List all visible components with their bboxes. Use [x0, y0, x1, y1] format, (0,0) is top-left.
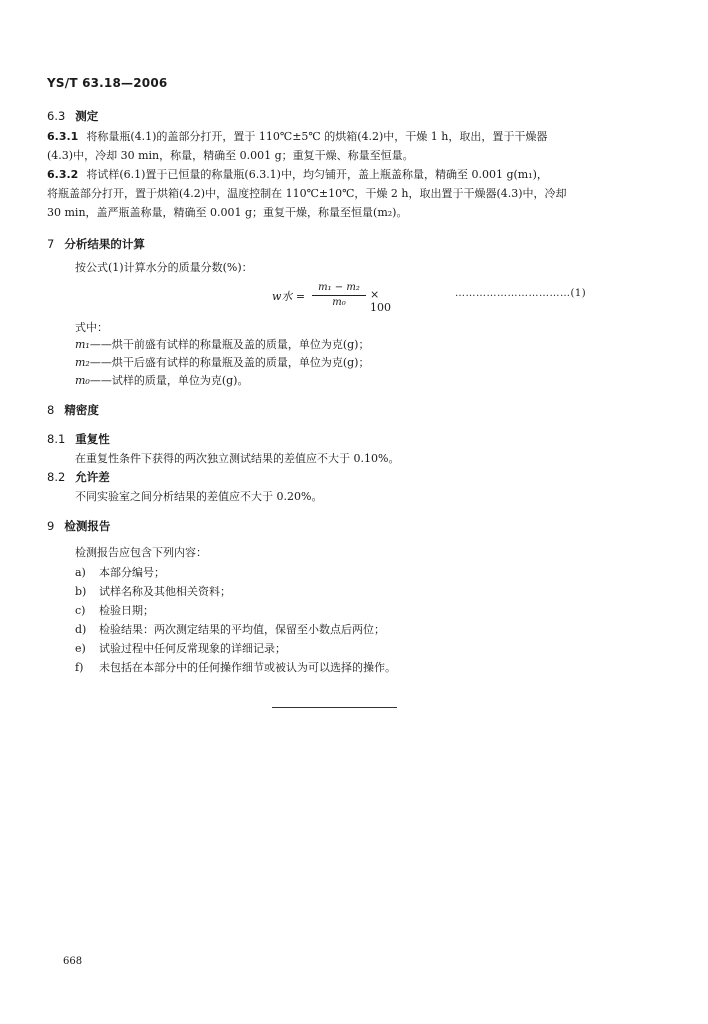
- item-text: 检验结果：两次测定结果的平均值，保留至小数点后两位；: [99, 623, 385, 636]
- list-item: [75, 601, 396, 620]
- section-title: 分析结果的计算: [64, 237, 145, 251]
- section-number: 9: [47, 519, 55, 533]
- item-marker: f): [75, 661, 84, 674]
- item-text: 检验日期；: [99, 604, 154, 617]
- item-text: 试验过程中任何反常现象的详细记录；: [99, 642, 286, 655]
- list-item: [75, 620, 396, 639]
- section-number: 6.3: [47, 109, 66, 123]
- list-item: [75, 639, 396, 658]
- section-9-heading: [47, 518, 110, 534]
- item-marker: d): [75, 623, 87, 636]
- formula-numerator: m₁ − m₂: [318, 282, 360, 293]
- section-number: 8.2: [47, 470, 66, 484]
- variable-description: ——试样的质量，单位为克(g)。: [89, 374, 249, 387]
- definition-row: [75, 354, 369, 372]
- report-intro: 检测报告应包含下列内容：: [75, 546, 207, 559]
- section-number: 8.1: [47, 432, 66, 446]
- clause-6-3-2: [47, 165, 667, 222]
- list-item: [75, 582, 396, 601]
- formula-denominator: m₀: [332, 297, 346, 308]
- clause-number: 6.3.2: [47, 168, 79, 181]
- variable-description: ——烘干后盛有试样的称量瓶及盖的质量，单位为克(g)；: [89, 356, 370, 369]
- item-marker: c): [75, 604, 86, 617]
- variable-description: ——烘干前盛有试样的称量瓶及盖的质量，单位为克(g)；: [89, 338, 370, 351]
- standard-header: YS/T 63.18—2006: [47, 76, 168, 90]
- variable-symbol: m₀: [75, 374, 90, 387]
- section-number: 7: [47, 237, 55, 251]
- list-item: [75, 563, 396, 582]
- formula-rhs: × 100: [370, 288, 391, 314]
- clause-6-3-1: [47, 127, 667, 165]
- where-label: 式中：: [75, 321, 108, 334]
- clause-text-line: (4.3)中，冷却 30 min，称量，精确至 0.001 g；重复干燥、称量至恒量。: [47, 149, 414, 162]
- report-items-list: [75, 563, 396, 677]
- formula-fraction: [312, 282, 366, 309]
- definition-row: [75, 372, 369, 390]
- item-marker: a): [75, 566, 86, 579]
- tolerance-text: 不同实验室之间分析结果的差值应不大于 0.20%。: [75, 490, 323, 503]
- clause-text-line: 将瓶盖部分打开，置于烘箱(4.2)中，温度控制在 110℃±10℃，干燥 2 h，取出置于干燥器(4.3)中，冷却: [47, 187, 567, 200]
- repeatability-text: 在重复性条件下获得的两次独立测试结果的差值应不大于 0.10%。: [75, 452, 400, 465]
- clause-text-line: 将试样(6.1)置于已恒量的称量瓶(6.3.1)中，均匀铺开，盖上瓶盖称量，精确至 0.001 g(m₁)，: [86, 168, 548, 181]
- section-title: 测定: [75, 109, 99, 123]
- clause-text-line: 30 min，盖严瓶盖称量，精确至 0.001 g；重复干燥，称量至恒量(m₂)。: [47, 206, 408, 219]
- variable-symbol: m₁: [75, 338, 90, 351]
- item-text: 未包括在本部分中的任何操作细节或被认为可以选择的操作。: [99, 661, 396, 674]
- page-number: 668: [63, 956, 83, 967]
- formula-intro: 按公式(1)计算水分的质量分数(%)：: [75, 261, 253, 274]
- item-marker: b): [75, 585, 87, 598]
- clause-number: 6.3.1: [47, 130, 79, 143]
- item-marker: e): [75, 642, 86, 655]
- section-8-2-heading: [47, 469, 110, 485]
- clause-text-line: 将称量瓶(4.1)的盖部分打开，置于 110℃±5℃ 的烘箱(4.2)中，干燥 1 h，取出，置于干燥器: [86, 130, 548, 143]
- section-number: 8: [47, 403, 55, 417]
- section-title: 检测报告: [64, 519, 111, 533]
- item-text: 试样名称及其他相关资料；: [99, 585, 231, 598]
- section-title: 允许差: [75, 470, 110, 484]
- section-title: 精密度: [64, 403, 99, 417]
- formula-lhs: w水 =: [272, 290, 306, 303]
- list-item: [75, 658, 396, 677]
- equation-number: ……………………………(1): [455, 288, 587, 299]
- section-title: 重复性: [75, 432, 110, 446]
- section-7-heading: [47, 236, 145, 252]
- section-6-3-heading: [47, 108, 98, 124]
- section-8-heading: [47, 402, 99, 418]
- variable-definitions: [75, 336, 369, 390]
- definition-row: [75, 336, 369, 354]
- moisture-formula: [272, 282, 402, 312]
- end-rule: [272, 707, 397, 708]
- section-8-1-heading: [47, 431, 110, 447]
- item-text: 本部分编号；: [99, 566, 165, 579]
- fraction-bar: [312, 295, 366, 296]
- variable-symbol: m₂: [75, 356, 90, 369]
